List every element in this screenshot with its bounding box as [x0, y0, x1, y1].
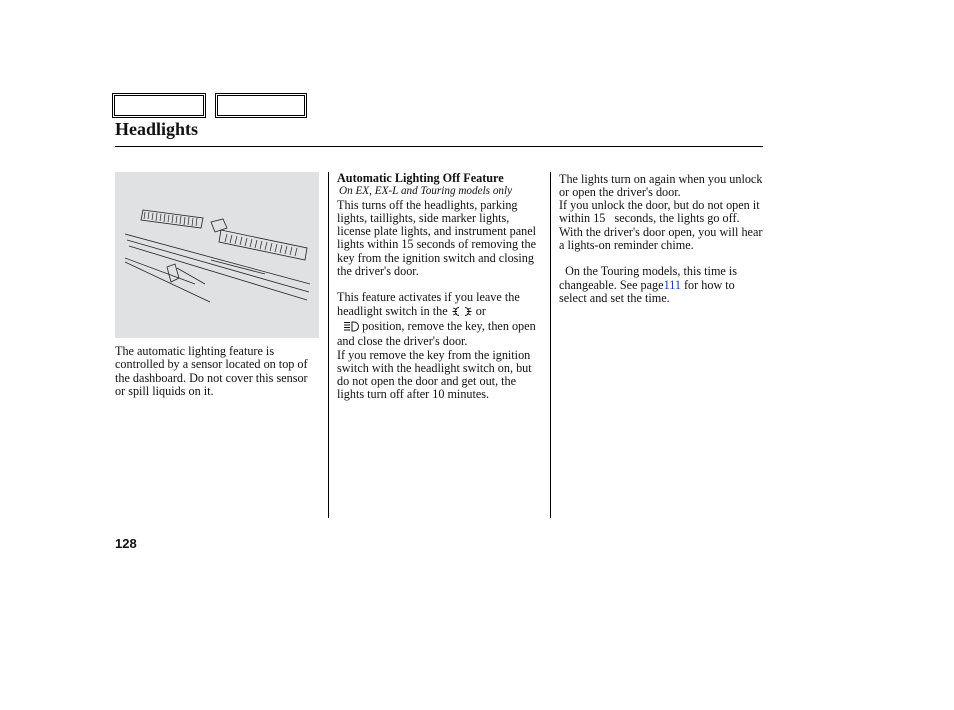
paragraph-activation: This feature activates if you leave the headlight switch in the or position, remove the key, then open and close the driver's door. [337, 290, 536, 349]
illustration-caption: The automatic lighting feature is controlled by a sensor located on top of the dashboard. Do not cover this sensor or spill liquids on it. [115, 344, 308, 398]
page-reference-link[interactable]: 111 [663, 277, 681, 292]
dashboard-sensor-illustration [115, 172, 319, 338]
section-heading: Automatic Lighting Off Feature [337, 171, 504, 185]
nav-next-button[interactable] [215, 93, 307, 118]
dashboard-sensor-drawing [115, 172, 319, 338]
column-divider-2 [550, 172, 551, 518]
column-3 [559, 171, 766, 305]
column-divider-1 [328, 172, 329, 518]
model-applicability-note: On EX, EX-L and Touring models only [339, 185, 513, 198]
nav-prev-button[interactable] [112, 93, 206, 118]
title-divider [115, 146, 763, 147]
paragraph-lights-on-again: The lights turn on again when you unlock or open the driver's door. [559, 171, 763, 199]
paragraph-lights-off: This turns off the headlights, parking lights, taillights, side marker lights, license plate lights, and instrument panel lights within 15 seconds of removing the key from the ignition switch and closing the driver's door. [337, 197, 537, 279]
headlight-icon [343, 321, 359, 335]
paragraph-ten-minutes: If you remove the key from the ignition switch with the headlight switch on, but do not open the door and get out, the lights turn off after 10 minutes. [337, 347, 532, 402]
page-number: 128 [115, 536, 137, 551]
paragraph-touring: On the Touring models, this time is changeable. See page111 for how to select and set the time. [559, 264, 741, 305]
paragraph-unlock: If you unlock the door, but do not open it within 15 seconds, the lights go off. With the driver's door open, you will hear a lights-on reminder chime. [559, 198, 766, 252]
column-2 [337, 172, 543, 402]
parking-light-icon [451, 306, 473, 320]
page-title: Headlights [115, 119, 199, 139]
